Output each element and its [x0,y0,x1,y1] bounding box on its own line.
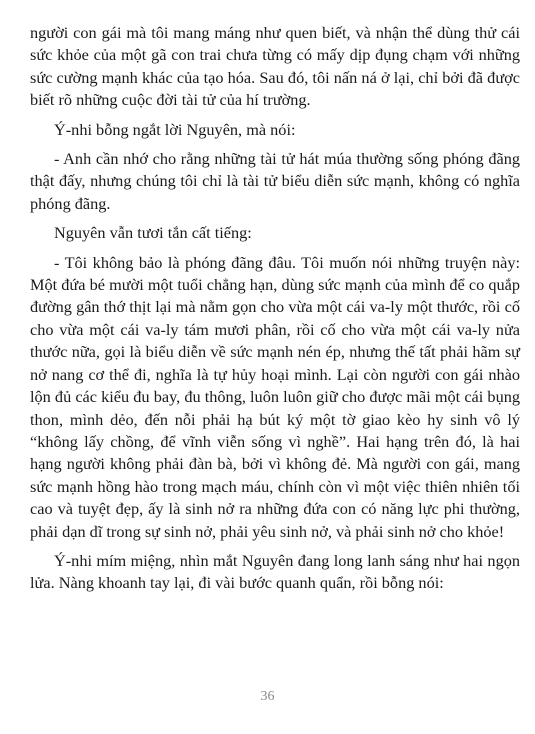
paragraph-narration: Ý-nhi bỗng ngắt lời Nguyên, mà nói: [54,119,296,139]
page-number: 36 [260,689,275,704]
paragraph-dialogue: - Anh cần nhớ cho rằng những tài tử hát múa thường sống phóng đãng thật đấy, nhưng chúng tôi chỉ là tài tử biểu diễn sức mạnh, không có nghĩa phóng đãng. [30,149,520,213]
paragraph-narration: Nguyên vẫn tươi tắn cất tiếng: [54,223,252,243]
paragraph-continuation: người con gái mà tôi mang máng như quen biết, và nhận thể dùng thử cái sức khỏe của một gã con trai chưa từng có mấy dịp đụng chạm với những sức cường mạnh khác của tạo hóa. Sau đó, tôi nấn ná ở lại, chỉ bởi đã được biết rõ những cuộc đời tài tử của hí trường. [30,23,520,110]
paragraph-dialogue: - Tôi không bảo là phóng đãng đâu. Tôi muốn nói những truyện này: Một đứa bé mười một tuổi chẳng hạn, dùng sức mạnh của mình để co quắp đường gân thớ thịt lại mà nằm gọn cho vừa một cái va-ly một thước, rồi cố cho vừa một cái va-ly tám mươi phân, rồi cố cho vừa một cái va-ly nửa thước nữa, gọi là biểu diễn về sức mạnh nén ép, nhưng thế tất phải hãm sự nở nang cơ thể đi, nghĩa là tự hủy hoại mình. Lại còn người con gái nhào lộn đủ các kiểu đu bay, đu thông, luôn luôn giữ cho được mãi một cái bụng thon, mình dẻo, đến nỗi phải hạ bút ký một tờ giao kèo hy sinh vô lý “không lấy chồng, để vĩnh viễn sống vì nghề”. Hai hạng trên đó, là hai hạng người không phải đàn bà, bởi vì không đẻ. Mà người con gái, mang sức mạnh hồng hào trong mạch máu, chính còn vì một việc thiên nhiên tối cao và tuyệt đẹp, ấy là sinh nở ra những đứa con có năng lực phi thường, phải dạn dĩ trong sự sinh nở, phải yêu sinh nở, và phải sinh nở cho khỏe! [30,252,520,541]
page-body [30,22,520,602]
paragraph-narration: Ý-nhi mím miệng, nhìn mắt Nguyên đang long lanh sáng như hai ngọn lửa. Nàng khoanh tay lại, đi vài bước quanh quẩn, rồi bỗng nói: [30,550,520,593]
